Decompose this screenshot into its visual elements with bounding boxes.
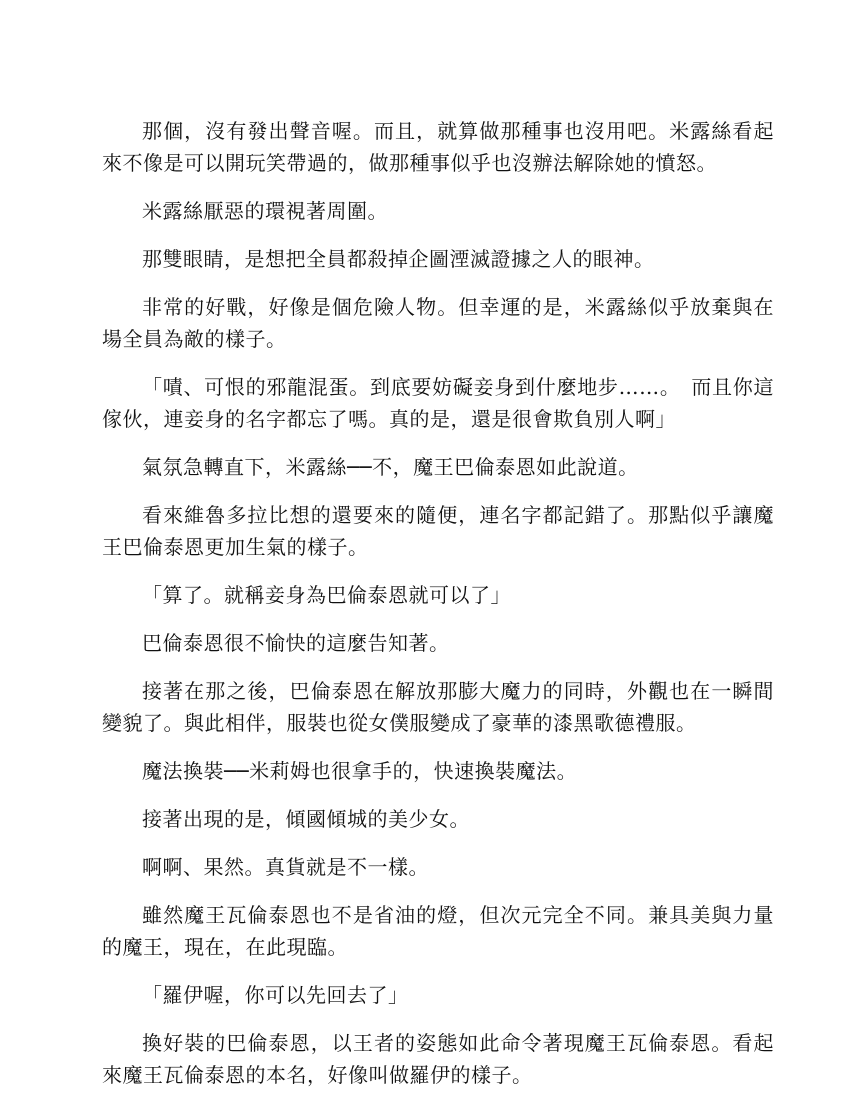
- paragraph: 非常的好戰，好像是個危險人物。但幸運的是，米露絲似乎放棄與在場全員為敵的樣子。: [102, 295, 774, 351]
- paragraph: 那雙眼睛，是想把全員都殺掉企圖湮滅證據之人的眼神。: [142, 247, 655, 271]
- paragraph: 那個，沒有發出聲音喔。而且，就算做那種事也沒用吧。米露絲看起來不像是可以開玩笑帶過的，做那種事似乎也沒辦法解除她的憤怒。: [102, 119, 774, 175]
- text-body: [102, 115, 774, 1107]
- paragraph: 看來維魯多拉比想的還要來的隨便，連名字都記錯了。那點似乎讓魔王巴倫泰恩更加生氣的樣子。: [102, 503, 774, 559]
- paragraph: 接著在那之後，巴倫泰恩在解放那膨大魔力的同時，外觀也在一瞬間變貌了。與此相伴，服裝也從女僕服變成了豪華的漆黑歌德禮服。: [102, 679, 774, 735]
- paragraph: 換好裝的巴倫泰恩，以王者的姿態如此命令著現魔王瓦倫泰恩。看起來魔王瓦倫泰恩的本名，好像叫做羅伊的樣子。: [102, 1031, 774, 1087]
- paragraph: 啊啊、果然。真貨就是不一樣。: [142, 855, 429, 879]
- paragraph: 巴倫泰恩很不愉快的這麼告知著。: [142, 631, 450, 655]
- paragraph: 接著出現的是，傾國傾城的美少女。: [142, 807, 470, 831]
- paragraph: 「嘖、可恨的邪龍混蛋。到底要妨礙妾身到什麼地步……。 而且你這傢伙，連妾身的名字都忘了嗎。真的是，還是很會欺負別人啊」: [102, 375, 774, 431]
- paragraph: 魔法換裝──米莉姆也很拿手的，快速換裝魔法。: [142, 759, 578, 783]
- paragraph: 米露絲厭惡的環視著周圍。: [142, 199, 388, 223]
- paragraph: 「算了。就稱妾身為巴倫泰恩就可以了」: [142, 583, 511, 607]
- paragraph: 氣氛急轉直下，米露絲──不，魔王巴倫泰恩如此說道。: [142, 455, 639, 479]
- paragraph: 「羅伊喔，你可以先回去了」: [142, 983, 409, 1007]
- paragraph: 雖然魔王瓦倫泰恩也不是省油的燈，但次元完全不同。兼具美與力量的魔王，現在，在此現臨。: [102, 903, 774, 959]
